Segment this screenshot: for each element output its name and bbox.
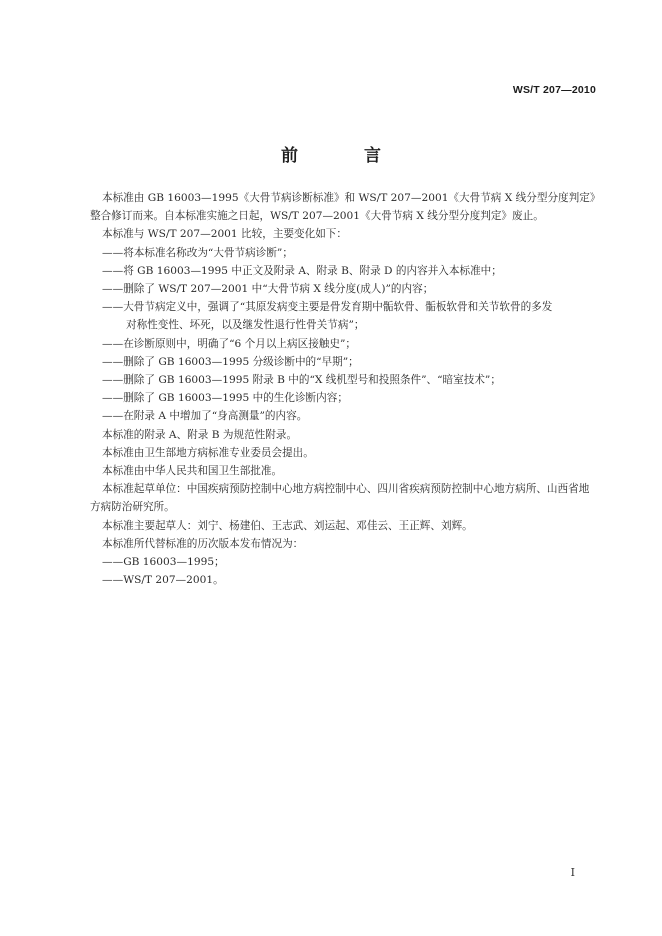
- page-number: I: [570, 866, 575, 879]
- paragraph-approved-by: 本标准由中华人民共和国卫生部批准。: [102, 465, 283, 478]
- paragraph-proposed-by: 本标准由卫生部地方病标准专业委员会提出。: [102, 446, 314, 459]
- page-title: 前 言: [281, 146, 411, 166]
- paragraph-history-intro: 本标准所代替标准的历次版本发布情况为：: [102, 537, 304, 550]
- paragraph-appendix: 本标准的附录 A、附录 B 为规范性附录。: [102, 428, 298, 441]
- change-item-text: ——大骨节病定义中，强调了“其原发病变主要是骨发育期中骺软骨、骺板软骨和关节软骨的多发: [102, 301, 553, 314]
- history-item: ——GB 16003—1995；: [102, 556, 225, 569]
- change-item: ——删除了 GB 16003—1995 分级诊断中的“早期”；: [102, 355, 359, 368]
- document-body: [90, 189, 598, 589]
- change-item-continuation: 对称性变性、坏死，以及继发性退行性骨关节病”；: [126, 319, 365, 332]
- standard-number: WS/T 207—2010: [512, 84, 596, 96]
- paragraph-changes-intro: 本标准与 WS/T 207—2001 比较，主要变化如下：: [102, 228, 347, 241]
- change-item: ——将 GB 16003—1995 中正文及附录 A、附录 B、附录 D 的内容并入本标准中；: [102, 264, 502, 277]
- change-item: ——将本标准名称改为“大骨节病诊断”；: [102, 246, 293, 259]
- paragraph-drafting-units: 本标准起草单位：中国疾病预防控制中心地方病控制中心、四川省疾病预防控制中心地方病所、山西省地方病防治研究所。: [90, 483, 590, 514]
- change-item: ——删除了 WS/T 207—2001 中“大骨节病 X 线分度(成人)”的内容；: [102, 283, 434, 296]
- change-item: ——删除了 GB 16003—1995 附录 B 中的“X 线机型号和投照条件”、“暗室技术”；: [102, 374, 501, 387]
- change-item: [90, 298, 598, 334]
- paragraph-drafters: 本标准主要起草人：刘宁、杨建伯、王志武、刘运起、邓佳云、王正辉、刘辉。: [102, 519, 473, 532]
- paragraph-origin: 本标准由 GB 16003—1995《大骨节病诊断标准》和 WS/T 207—2001《大骨节病 X 线分型分度判定》整合修订而来。自本标准实施之日起，WS/T 207—2001《大骨节病 X 线分型分度判定》废止。: [90, 192, 596, 223]
- change-item: ——在诊断原则中，明确了“6 个月以上病区接触史”；: [102, 337, 356, 350]
- change-item: ——在附录 A 中增加了“身高测量”的内容。: [102, 410, 308, 423]
- history-item: ——WS/T 207—2001。: [102, 574, 224, 587]
- change-item: ——删除了 GB 16003—1995 中的生化诊断内容；: [102, 392, 348, 405]
